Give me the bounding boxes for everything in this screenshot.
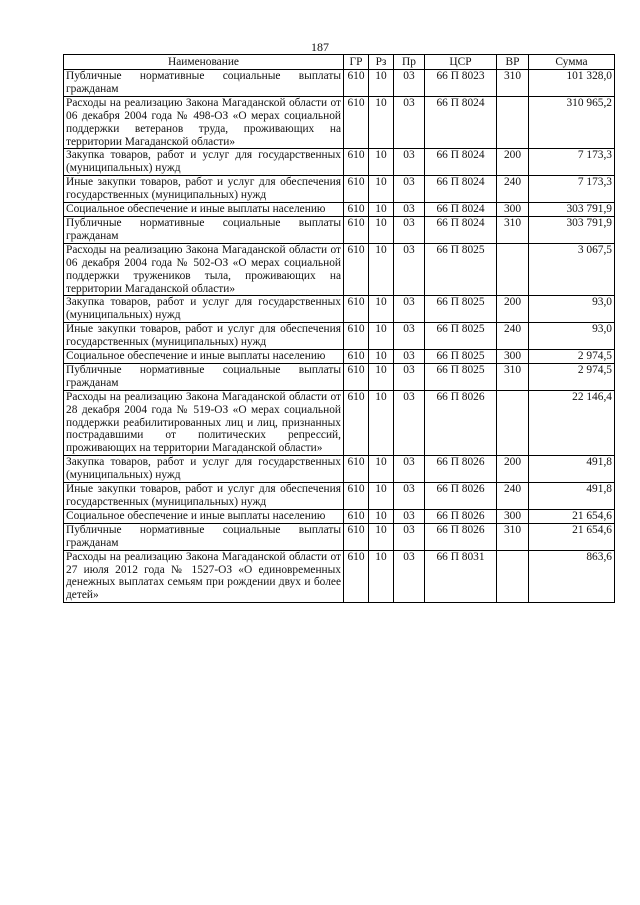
cell-gr: 610 [344, 390, 369, 456]
cell-pr: 03 [394, 350, 425, 364]
cell-csr: 66 П 8024 [425, 149, 497, 176]
cell-rz: 10 [369, 363, 394, 390]
table-row [64, 363, 615, 390]
cell-name: Публичные нормативные социальные выплаты гражданам [64, 70, 344, 97]
cell-csr: 66 П 8025 [425, 296, 497, 323]
cell-name: Публичные нормативные социальные выплаты гражданам [64, 523, 344, 550]
cell-vr: 200 [497, 149, 529, 176]
header-name: Наименование [64, 55, 344, 70]
cell-vr [497, 96, 529, 149]
cell-name: Закупка товаров, работ и услуг для государственных (муниципальных) нужд [64, 296, 344, 323]
cell-rz: 10 [369, 390, 394, 456]
cell-rz: 10 [369, 296, 394, 323]
cell-gr: 610 [344, 523, 369, 550]
cell-sum: 303 791,9 [529, 203, 615, 217]
cell-name: Социальное обеспечение и иные выплаты населению [64, 509, 344, 523]
table-row [64, 243, 615, 296]
cell-sum: 491,8 [529, 456, 615, 483]
cell-rz: 10 [369, 216, 394, 243]
cell-gr: 610 [344, 550, 369, 603]
cell-name: Иные закупки товаров, работ и услуг для обеспечения государственных (муниципальных) нужд [64, 323, 344, 350]
cell-name: Закупка товаров, работ и услуг для государственных (муниципальных) нужд [64, 149, 344, 176]
cell-pr: 03 [394, 149, 425, 176]
cell-pr: 03 [394, 70, 425, 97]
table-row [64, 216, 615, 243]
cell-csr: 66 П 8026 [425, 456, 497, 483]
cell-name: Расходы на реализацию Закона Магаданской области от 28 декабря 2004 года № 519-ОЗ «О мерах социальной поддержки реабилитированных лиц и лиц, признанных пострадавшими от политических репрессий, проживающих на территории Магаданской области» [64, 390, 344, 456]
cell-gr: 610 [344, 296, 369, 323]
table-row [64, 483, 615, 510]
table-row [64, 149, 615, 176]
cell-gr: 610 [344, 483, 369, 510]
cell-csr: 66 П 8025 [425, 243, 497, 296]
cell-csr: 66 П 8024 [425, 216, 497, 243]
table-row [64, 550, 615, 603]
cell-gr: 610 [344, 243, 369, 296]
cell-pr: 03 [394, 243, 425, 296]
cell-pr: 03 [394, 390, 425, 456]
cell-gr: 610 [344, 350, 369, 364]
cell-name: Социальное обеспечение и иные выплаты населению [64, 203, 344, 217]
cell-vr: 310 [497, 523, 529, 550]
cell-name: Расходы на реализацию Закона Магаданской области от 27 июля 2012 года № 1527-ОЗ «О единовременных денежных выплатах семьям при рождении двух и более детей» [64, 550, 344, 603]
cell-vr: 240 [497, 176, 529, 203]
cell-csr: 66 П 8024 [425, 96, 497, 149]
table-row [64, 296, 615, 323]
cell-name: Публичные нормативные социальные выплаты гражданам [64, 216, 344, 243]
cell-sum: 93,0 [529, 323, 615, 350]
cell-sum: 491,8 [529, 483, 615, 510]
cell-vr: 310 [497, 216, 529, 243]
table-row [64, 203, 615, 217]
cell-csr: 66 П 8031 [425, 550, 497, 603]
cell-rz: 10 [369, 176, 394, 203]
cell-csr: 66 П 8026 [425, 390, 497, 456]
table-row [64, 390, 615, 456]
cell-sum: 21 654,6 [529, 509, 615, 523]
header-rz: Рз [369, 55, 394, 70]
cell-pr: 03 [394, 323, 425, 350]
header-row [64, 55, 615, 70]
header-csr: ЦСР [425, 55, 497, 70]
cell-pr: 03 [394, 523, 425, 550]
cell-pr: 03 [394, 216, 425, 243]
cell-rz: 10 [369, 523, 394, 550]
cell-pr: 03 [394, 483, 425, 510]
page-number: 187 [311, 40, 329, 54]
cell-csr: 66 П 8025 [425, 363, 497, 390]
cell-vr: 300 [497, 350, 529, 364]
cell-rz: 10 [369, 350, 394, 364]
cell-vr: 310 [497, 70, 529, 97]
cell-sum: 93,0 [529, 296, 615, 323]
cell-rz: 10 [369, 70, 394, 97]
cell-csr: 66 П 8024 [425, 176, 497, 203]
cell-pr: 03 [394, 550, 425, 603]
header-pr: Пр [394, 55, 425, 70]
table-row [64, 70, 615, 97]
cell-sum: 310 965,2 [529, 96, 615, 149]
cell-rz: 10 [369, 483, 394, 510]
header-vr: ВР [497, 55, 529, 70]
cell-rz: 10 [369, 456, 394, 483]
cell-name: Социальное обеспечение и иные выплаты населению [64, 350, 344, 364]
cell-gr: 610 [344, 509, 369, 523]
cell-vr: 300 [497, 203, 529, 217]
cell-sum: 2 974,5 [529, 363, 615, 390]
cell-pr: 03 [394, 509, 425, 523]
cell-sum: 7 173,3 [529, 176, 615, 203]
cell-sum: 22 146,4 [529, 390, 615, 456]
cell-vr [497, 550, 529, 603]
cell-gr: 610 [344, 363, 369, 390]
cell-pr: 03 [394, 363, 425, 390]
cell-vr: 240 [497, 483, 529, 510]
cell-gr: 610 [344, 96, 369, 149]
cell-csr: 66 П 8025 [425, 350, 497, 364]
cell-name: Закупка товаров, работ и услуг для государственных (муниципальных) нужд [64, 456, 344, 483]
table-row [64, 523, 615, 550]
cell-pr: 03 [394, 176, 425, 203]
cell-sum: 7 173,3 [529, 149, 615, 176]
budget-table [63, 54, 615, 603]
table-row [64, 456, 615, 483]
cell-gr: 610 [344, 216, 369, 243]
header-gr: ГР [344, 55, 369, 70]
cell-gr: 610 [344, 149, 369, 176]
cell-rz: 10 [369, 550, 394, 603]
cell-vr: 200 [497, 456, 529, 483]
table-row [64, 323, 615, 350]
table-row [64, 96, 615, 149]
cell-vr: 200 [497, 296, 529, 323]
table-body [64, 70, 615, 603]
table-row [64, 509, 615, 523]
cell-sum: 2 974,5 [529, 350, 615, 364]
cell-pr: 03 [394, 296, 425, 323]
cell-name: Иные закупки товаров, работ и услуг для обеспечения государственных (муниципальных) нужд [64, 176, 344, 203]
cell-sum: 303 791,9 [529, 216, 615, 243]
cell-csr: 66 П 8026 [425, 483, 497, 510]
cell-name: Расходы на реализацию Закона Магаданской области от 06 декабря 2004 года № 498-ОЗ «О мерах социальной поддержки ветеранов труда, проживающих на территории Магаданской области» [64, 96, 344, 149]
table-row [64, 350, 615, 364]
header-sum: Сумма [529, 55, 615, 70]
cell-sum: 101 328,0 [529, 70, 615, 97]
cell-rz: 10 [369, 203, 394, 217]
cell-vr: 300 [497, 509, 529, 523]
cell-rz: 10 [369, 243, 394, 296]
cell-pr: 03 [394, 203, 425, 217]
cell-csr: 66 П 8023 [425, 70, 497, 97]
cell-vr: 310 [497, 363, 529, 390]
cell-name: Расходы на реализацию Закона Магаданской области от 06 декабря 2004 года № 502-ОЗ «О мерах социальной поддержки тружеников тыла, проживающих на территории Магаданской области» [64, 243, 344, 296]
cell-name: Иные закупки товаров, работ и услуг для обеспечения государственных (муниципальных) нужд [64, 483, 344, 510]
cell-vr: 240 [497, 323, 529, 350]
cell-csr: 66 П 8026 [425, 509, 497, 523]
cell-vr [497, 243, 529, 296]
cell-name: Публичные нормативные социальные выплаты гражданам [64, 363, 344, 390]
cell-csr: 66 П 8026 [425, 523, 497, 550]
cell-pr: 03 [394, 96, 425, 149]
cell-csr: 66 П 8025 [425, 323, 497, 350]
table-row [64, 176, 615, 203]
cell-csr: 66 П 8024 [425, 203, 497, 217]
cell-vr [497, 390, 529, 456]
cell-rz: 10 [369, 149, 394, 176]
cell-rz: 10 [369, 96, 394, 149]
cell-rz: 10 [369, 509, 394, 523]
cell-sum: 21 654,6 [529, 523, 615, 550]
cell-pr: 03 [394, 456, 425, 483]
cell-gr: 610 [344, 323, 369, 350]
cell-gr: 610 [344, 70, 369, 97]
cell-gr: 610 [344, 203, 369, 217]
cell-rz: 10 [369, 323, 394, 350]
table-header [64, 55, 615, 70]
cell-gr: 610 [344, 176, 369, 203]
cell-sum: 863,6 [529, 550, 615, 603]
cell-gr: 610 [344, 456, 369, 483]
cell-sum: 3 067,5 [529, 243, 615, 296]
